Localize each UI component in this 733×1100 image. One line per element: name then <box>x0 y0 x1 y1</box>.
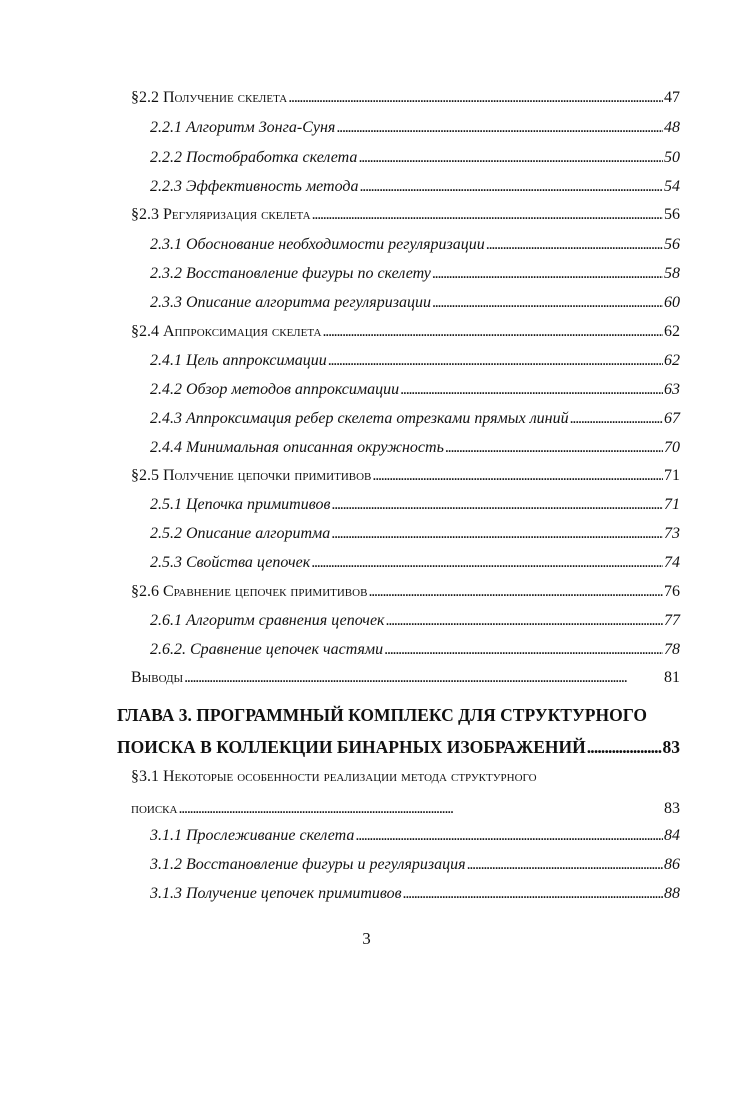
toc-leader-dots <box>322 322 663 342</box>
toc-entry-2-6 <box>131 582 680 602</box>
toc-entry-page: 62 <box>664 352 680 369</box>
page-number: 3 <box>362 929 371 948</box>
toc-entry-page: 48 <box>664 119 680 136</box>
toc-entry-title: 2.2.3 Эффективность метода <box>150 178 359 195</box>
toc-entry-page: 70 <box>664 439 680 456</box>
toc-leader-dots <box>184 668 663 688</box>
toc-entry-title: 2.4.2 Обзор методов аппроксимации <box>150 381 400 398</box>
toc-entry-title: 2.6.1 Алгоритм сравнения цепочек <box>150 612 385 629</box>
toc-entry-2-3 <box>131 205 680 225</box>
toc-entry-2-3-1 <box>150 235 680 255</box>
toc-leader-dots <box>432 293 663 313</box>
toc-leader-dots <box>355 826 663 846</box>
toc-entry-title: 2.3.1 Обоснование необходимости регуляризации <box>150 236 485 253</box>
toc-leader-dots <box>587 736 662 758</box>
toc-entry-page: 63 <box>664 381 680 398</box>
toc-entry-title: 2.3.2 Восстановление фигуры по скелету <box>150 265 431 282</box>
toc-entry-page: 84 <box>664 827 680 844</box>
toc-entry-title: §2.3 Регуляризация скелета <box>131 206 311 223</box>
toc-entry-title: 2.2.2 Постобработка скелета <box>150 149 358 166</box>
toc-entry-2-2-1 <box>150 118 680 138</box>
toc-entry-page: 86 <box>664 856 680 873</box>
toc-entry-page: 60 <box>664 294 680 311</box>
toc-entry-2-3-3 <box>150 293 680 313</box>
toc-leader-dots <box>368 582 663 602</box>
toc-leader-dots <box>312 205 663 225</box>
toc-entry-page: 56 <box>664 206 680 223</box>
toc-entry-2-4-4 <box>150 438 680 458</box>
toc-entry-title: §2.4 Аппроксимация скелета <box>131 323 322 340</box>
toc-entry-title: §2.5 Получение цепочки примитивов <box>131 467 372 484</box>
chapter-title-line2: ПОИСКА В КОЛЛЕКЦИИ БИНАРНЫХ ИЗОБРАЖЕНИЙ <box>117 737 586 757</box>
toc-leader-dots <box>403 884 663 904</box>
toc-entry-title: 3.1.1 Прослеживание скелета <box>150 827 355 844</box>
toc-entry-title: 3.1.2 Восстановление фигуры и регуляризация <box>150 856 466 873</box>
toc-entry-title: 2.4.1 Цель аппроксимации <box>150 352 327 369</box>
toc-entry-2-4-3 <box>150 409 680 429</box>
toc-entry-conclusions <box>131 668 680 688</box>
toc-entry-page: 50 <box>664 149 680 166</box>
toc-entry-page: 78 <box>664 641 680 658</box>
toc-leader-dots <box>331 524 663 544</box>
toc-entry-2-5-2 <box>150 524 680 544</box>
toc-entry-2-3-2 <box>150 264 680 284</box>
toc-leader-dots <box>467 855 663 875</box>
toc-leader-dots <box>331 495 663 515</box>
toc-entry-title: 2.4.4 Минимальная описанная окружность <box>150 439 444 456</box>
toc-entry-title: 2.5.2 Описание алгоритма <box>150 525 331 542</box>
toc-entry-title: 3.1.3 Получение цепочек примитивов <box>150 885 402 902</box>
toc-entry-title: 2.3.3 Описание алгоритма регуляризации <box>150 294 431 311</box>
toc-leader-dots <box>445 438 663 458</box>
toc-leader-dots <box>358 148 663 168</box>
toc-leader-dots <box>384 640 663 660</box>
toc-leader-dots <box>178 799 663 819</box>
toc-leader-dots <box>336 118 663 138</box>
toc-entry-page: 47 <box>664 89 680 106</box>
toc-entry-title-line2-row <box>131 799 680 819</box>
toc-entry-title: Выводы <box>131 669 184 686</box>
toc-entry-title: 2.5.3 Свойства цепочек <box>150 554 311 571</box>
toc-entry-title: 2.6.2. Сравнение цепочек частями <box>150 641 384 658</box>
toc-leader-dots <box>432 264 663 284</box>
toc-entry-2-6-1 <box>150 611 680 631</box>
toc-entry-page: 58 <box>664 265 680 282</box>
chapter-title-line2-row <box>117 736 680 758</box>
toc-entry-title: 2.4.3 Аппроксимация ребер скелета отрезками прямых линий <box>150 410 569 427</box>
toc-entry-page: 76 <box>664 583 680 600</box>
toc-entry-page: 71 <box>664 467 680 484</box>
toc-leader-dots <box>570 409 663 429</box>
toc-entry-title: 2.5.1 Цепочка примитивов <box>150 496 331 513</box>
toc-leader-dots <box>386 611 663 631</box>
toc-entry-page: 77 <box>664 612 680 629</box>
toc-entry-2-5-1 <box>150 495 680 515</box>
toc-leader-dots <box>400 380 663 400</box>
toc-entry-page: 56 <box>664 236 680 253</box>
toc-entry-page: 74 <box>664 554 680 571</box>
toc-entry-page: 81 <box>664 669 680 686</box>
toc-entry-2-2-3 <box>150 177 680 197</box>
toc-entry-2-2-2 <box>150 148 680 168</box>
toc-entry-2-4 <box>131 322 680 342</box>
toc-entry-2-5-3 <box>150 553 680 573</box>
toc-entry-page: 83 <box>664 800 680 817</box>
toc-entry-2-4-2 <box>150 380 680 400</box>
toc-entry-3-1-1 <box>150 826 680 846</box>
toc-entry-page: 88 <box>664 885 680 902</box>
toc-entry-page: 62 <box>664 323 680 340</box>
toc-entry-2-2 <box>131 88 680 108</box>
toc-entry-2-6-2 <box>150 640 680 660</box>
toc-entry-page: 54 <box>664 178 680 195</box>
toc-entry-page: 83 <box>662 737 680 757</box>
toc-entry-title-line1: §3.1 Некоторые особенности реализации метода структурного <box>131 768 537 785</box>
toc-leader-dots <box>359 177 663 197</box>
toc-entry-2-4-1 <box>150 351 680 371</box>
toc-entry-page: 67 <box>664 410 680 427</box>
chapter-title-line1: ГЛАВА 3. ПРОГРАММНЫЙ КОМПЛЕКС ДЛЯ СТРУКТУРНОГО <box>117 705 648 725</box>
toc-entry-3-1-3 <box>150 884 680 904</box>
toc-leader-dots <box>372 466 663 486</box>
toc-entry-title: 2.2.1 Алгоритм Зонга-Суня <box>150 119 336 136</box>
toc-leader-dots <box>288 88 663 108</box>
toc-entry-title: §2.2 Получение скелета <box>131 89 288 106</box>
toc-entry-page: 73 <box>664 525 680 542</box>
toc-entry-title-line2: поиска <box>131 800 178 817</box>
toc-entry-3-1 <box>131 767 680 819</box>
toc-entry-page: 71 <box>664 496 680 513</box>
toc-entry-title: §2.6 Сравнение цепочек примитивов <box>131 583 368 600</box>
toc-entry-3-1-2 <box>150 855 680 875</box>
toc-leader-dots <box>311 553 663 573</box>
toc-chapter-3 <box>117 704 680 758</box>
toc-entry-2-5 <box>131 466 680 486</box>
toc-leader-dots <box>486 235 663 255</box>
toc-leader-dots <box>328 351 663 371</box>
